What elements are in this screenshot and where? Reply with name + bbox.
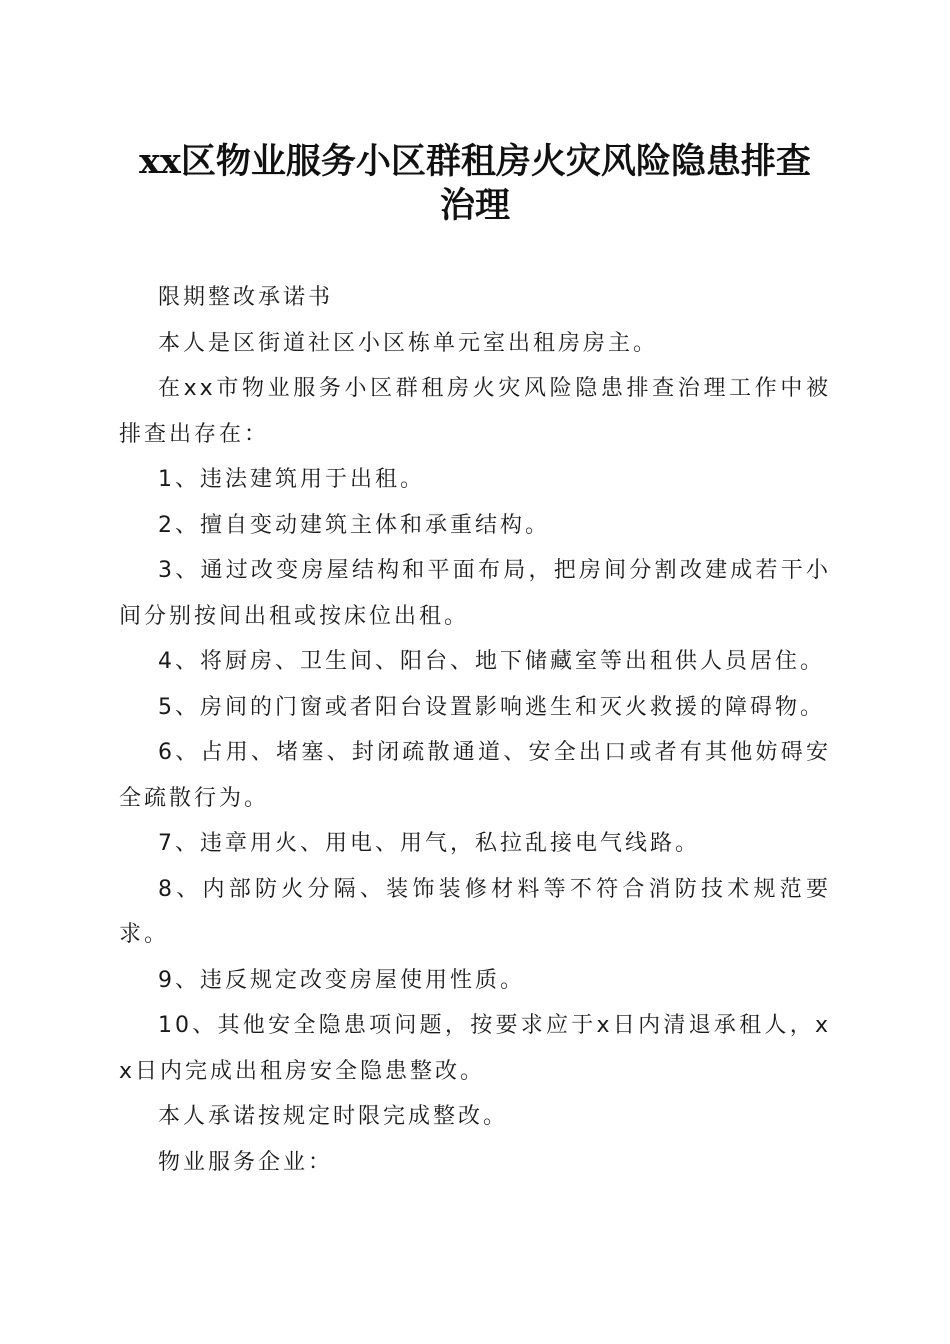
paragraph-commitment: 本人承诺按规定时限完成整改。 <box>158 1104 509 1129</box>
paragraph-inspection-intro: 在xx市物业服务小区群租房火灾风险隐患排查治理工作中被排查出存在： <box>119 376 831 447</box>
list-item-10: 10、其他安全隐患项问题，按要求应于x日内清退承租人，xx日内完成出租房安全隐患整改。 <box>119 1013 831 1084</box>
list-item-4: 4、将厨房、卫生间、阳台、地下储藏室等出租供人员居住。 <box>158 649 825 674</box>
list-item-8: 8、内部防火分隔、装饰装修材料等不符合消防技术规范要求。 <box>119 876 831 947</box>
document-body <box>119 275 831 1185</box>
list-item-1: 1、违法建筑用于出租。 <box>158 467 425 492</box>
document-title-line-2: 治理 <box>439 185 510 226</box>
list-item-7: 7、违章用火、用电、用气，私拉乱接电气线路。 <box>158 831 700 856</box>
document-title-line-1: xx区物业服务小区群租房火灾风险隐患排查 <box>139 141 811 182</box>
paragraph-owner-statement: 本人是区街道社区小区栋单元室出租房房主。 <box>158 330 659 356</box>
list-item-9: 9、违反规定改变房屋使用性质。 <box>158 967 525 993</box>
paragraph-property-company: 物业服务企业： <box>158 1149 334 1175</box>
list-item-3: 3、通过改变房屋结构和平面布局，把房间分割改建成若干小间分别按间出租或按床位出租。 <box>119 558 831 629</box>
list-item-2: 2、擅自变动建筑主体和承重结构。 <box>158 512 550 538</box>
heading-commitment-letter: 限期整改承诺书 <box>158 285 334 310</box>
list-item-5: 5、房间的门窗或者阳台设置影响逃生和灭火救援的障碍物。 <box>158 694 825 720</box>
list-item-6: 6、占用、堵塞、封闭疏散通道、安全出口或者有其他妨碍安全疏散行为。 <box>119 740 831 811</box>
